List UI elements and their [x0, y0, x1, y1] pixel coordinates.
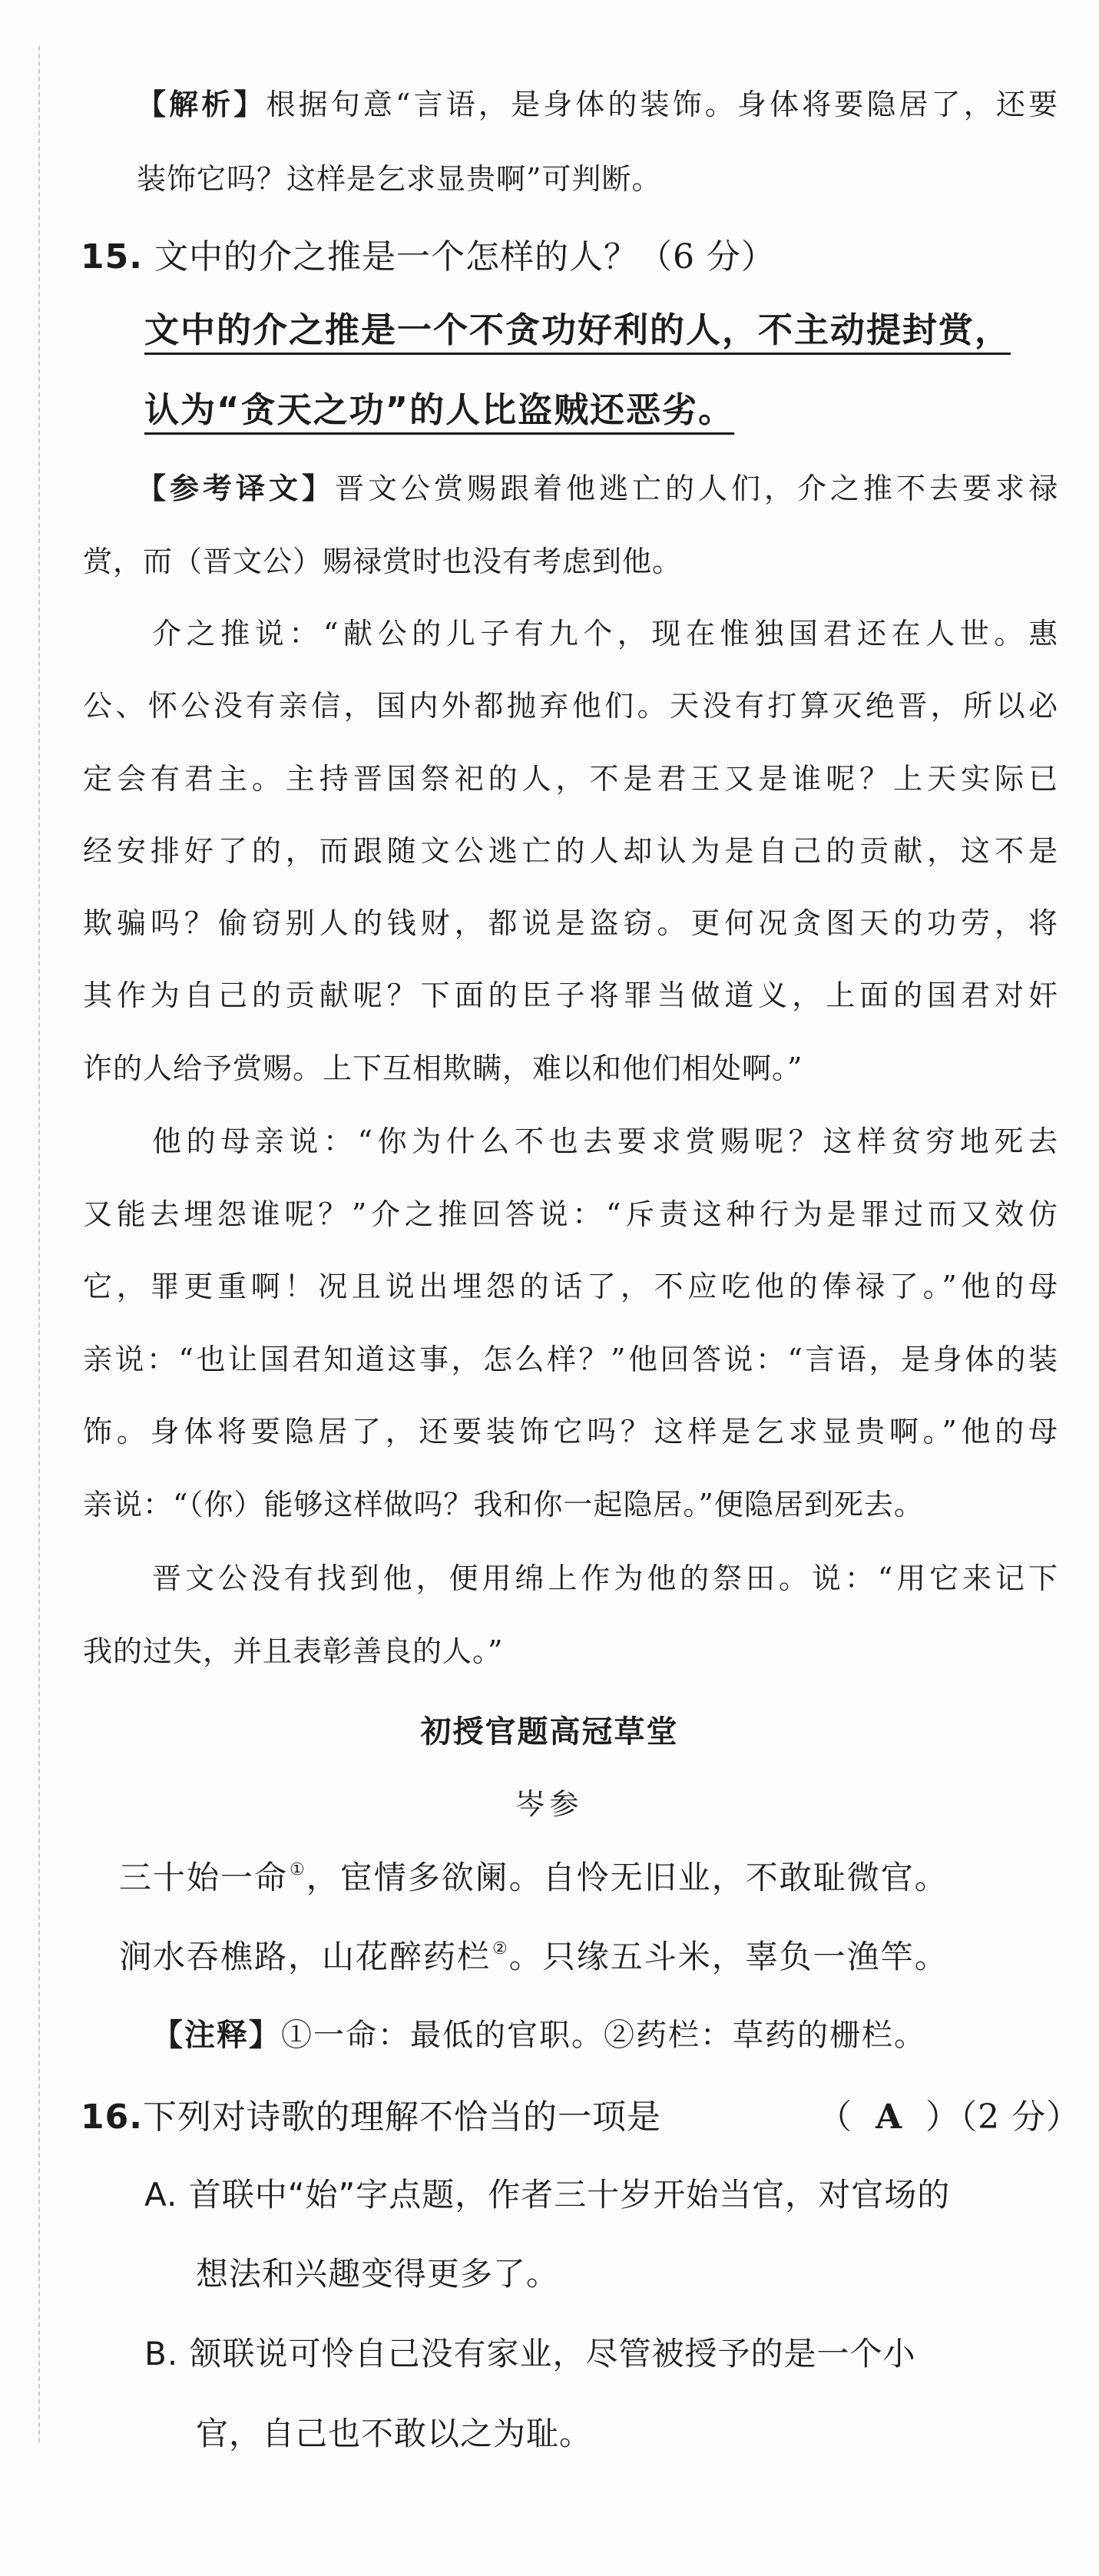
translation-para-2-line-3: 定会有君主。主持晋国祭祀的人，不是君王又是谁呢？上天实际已 [83, 762, 1058, 796]
translation-para-3-line-4: 亲说：“也让国君知道这事，怎么样？”他回答说：“言语，是身体的装 [83, 1343, 1058, 1376]
q15-answer-line-2: 认为“贪天之功”的人比盗贼还恶劣。 [144, 389, 735, 430]
selected-answer: A [875, 2098, 903, 2137]
analysis-line-1: 【解析】根据句意“言语，是身体的装饰。身体将要隐居了，还要 [137, 88, 1058, 121]
translation-para-2-line-1: 介之推说：“献公的儿子有九个，现在惟独国君还在人世。惠 [152, 617, 1058, 651]
poem-author: 岑参 [515, 1787, 584, 1821]
translation-para-2-line-2: 公、怀公没有亲信，国内外都抛弃他们。天没有打算灭绝晋，所以必 [83, 689, 1058, 723]
translation-para-3-line-3: 它，罪更重啊！况且说出埋怨的话了，不应吃他的俸禄了。”他的母 [83, 1270, 1058, 1303]
binding-margin-line [38, 46, 40, 2442]
option-b-line-2: 官，自己也不敢以之为耻。 [196, 2415, 593, 2452]
analysis-line-2: 装饰它吗？这样是乞求显贵啊”可判断。 [137, 162, 662, 196]
translation-para-3-line-6: 亲说：“（你）能够这样做吗？我和你一起隐居。”便隐居到死去。 [83, 1488, 924, 1521]
translation-para-3-line-1: 他的母亲说：“你为什么不也去要求赏赐呢？这样贫穷地死去 [152, 1124, 1058, 1158]
poem-line-1: 三十始一命①，宦情多欲阑。自怜无旧业，不敢耻微官。 [119, 1859, 948, 1896]
translation-para-1-line-2: 赏，而（晋文公）赐禄赏时也没有考虑到他。 [83, 545, 683, 578]
translation-para-2-line-6: 其作为自己的贡献呢？下面的臣子将罪当做道义，上面的国君对奸 [83, 978, 1058, 1012]
notes-tag: 【注释】 [152, 2018, 281, 2053]
analysis-tag: 【解析】 [137, 88, 266, 121]
q15-answer-line-1: 文中的介之推是一个不贪功好利的人，不主动提封赏， [144, 310, 1011, 350]
option-a-line-1: A. 首联中“始”字点题，作者三十岁开始当官，对官场的 [144, 2176, 951, 2213]
translation-para-3-line-5: 饰。身体将要隐居了，还要装饰它吗？这样是乞求显贵啊。”他的母 [83, 1415, 1058, 1449]
question-15 [81, 229, 1056, 278]
translation-para-4-line-2: 我的过失，并且表彰善良的人。” [83, 1634, 504, 1668]
translation-para-2-line-4: 经安排好了的，而跟随文公逃亡的人却认为是自己的贡献，这不是 [83, 834, 1058, 868]
poem-notes: 【注释】①一命：最低的官职。②药栏：草药的栅栏。 [152, 2018, 926, 2053]
question-text: 文中的介之推是一个怎样的人？（6 分） [154, 237, 776, 276]
translation-para-2-line-7: 诈的人给予赏赐。上下互相欺瞒，难以和他们相处啊。” [83, 1051, 803, 1085]
question-number: 15. [81, 237, 143, 276]
question-text: 下列对诗歌的理解不恰当的一项是 [142, 2098, 661, 2137]
poem-line-2: 涧水吞樵路，山花醉药栏②。只缘五斗米，辜负一渔竿。 [119, 1938, 948, 1975]
footnote-marker-2: ② [492, 1939, 509, 1958]
translation-para-4-line-1: 晋文公没有找到他，便用绵上作为他的祭田。说：“用它来记下 [152, 1561, 1058, 1595]
translation-para-3-line-2: 又能去埋怨谁呢？”介之推回答说：“斥责这种行为是罪过而又效仿 [83, 1197, 1058, 1231]
question-16 [81, 2089, 1081, 2138]
translation-para-2-line-5: 欺骗吗？偷窃别人的钱财，都说是盗窃。更何况贪图天的功劳，将 [83, 906, 1058, 940]
poem-title: 初授官题高冠草堂 [420, 1714, 679, 1750]
answer-slot: （ A ）（2 分） [818, 2098, 1081, 2137]
option-b-line-1: B. 颔联说可怜自己没有家业，尽管被授予的是一个小 [144, 2335, 916, 2372]
option-a-line-2: 想法和兴趣变得更多了。 [196, 2255, 560, 2293]
question-number: 16. [81, 2098, 143, 2137]
translation-para-1-line-1: 【参考译文】晋文公赏赐跟着他逃亡的人们，介之推不去要求禄 [137, 472, 1058, 505]
footnote-marker-1: ① [290, 1860, 306, 1879]
translation-tag: 【参考译文】 [137, 472, 335, 505]
